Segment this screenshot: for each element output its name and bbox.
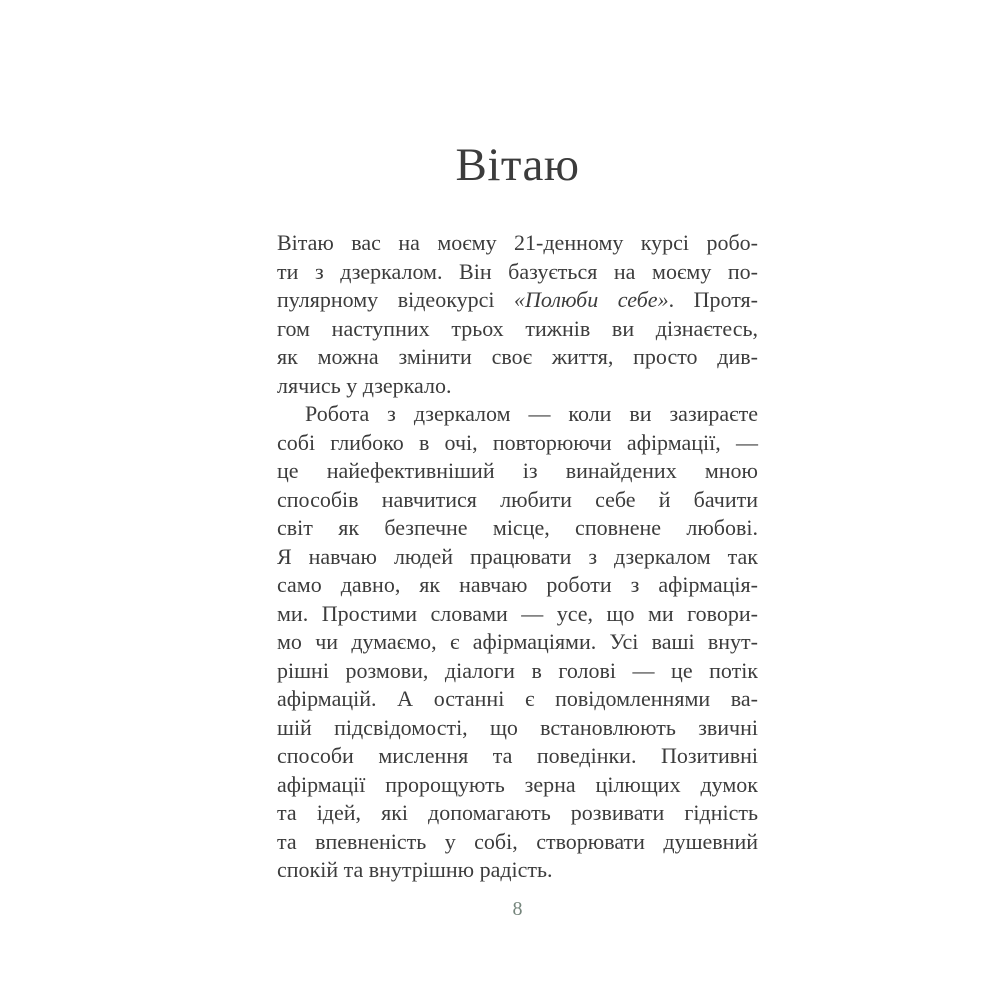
- content-column: [277, 0, 758, 1000]
- text-line: лячись у дзеркало.: [277, 372, 452, 398]
- text-line: мо чи думаємо, є афірмаціями. Усі ваші внут-: [277, 629, 758, 654]
- text-line: афірмації пророщують зерна цілющих думок: [277, 771, 758, 797]
- text-line: способів навчитися любити себе й бачити: [277, 486, 758, 512]
- text-line: спокій та внутрішню радість.: [277, 857, 553, 882]
- chapter-title: Вітаю: [455, 139, 580, 191]
- text-line: ти з дзеркалом. Він базується на моєму по-: [277, 258, 758, 284]
- text-line: пулярному відеокурсі «Полюби себе». Протя-: [277, 287, 758, 312]
- text-line: шій підсвідомості, що встановлюють звичні: [277, 714, 758, 740]
- body-text: [277, 229, 758, 885]
- text-line: світ як безпечне місце, сповнене любові.: [277, 515, 758, 540]
- text-line: рішні розмови, діалоги в голові — це потік: [277, 657, 758, 683]
- text-line: та ідей, які допомагають розвивати гідність: [277, 800, 758, 825]
- text-line: це найефективніший із винайдених мною: [277, 458, 758, 483]
- text-line: ми. Простими словами — усе, що ми говори-: [277, 600, 758, 626]
- text-line: Робота з дзеркалом — коли ви зазираєте: [305, 401, 758, 426]
- page-number: 8: [512, 898, 523, 920]
- text-line: само давно, як навчаю роботи з афірмація-: [277, 572, 758, 597]
- text-line: Вітаю вас на моєму 21-денному курсі робо-: [277, 230, 758, 255]
- text-line: як можна змінити своє життя, просто див-: [277, 344, 758, 369]
- text-line: гом наступних трьох тижнів ви дізнаєтесь,: [277, 315, 758, 341]
- text-line: та впевненість у собі, створювати душевний: [277, 828, 758, 854]
- text-line: афірмацій. А останні є повідомленнями ва-: [277, 686, 758, 711]
- text-line: Я навчаю людей працювати з дзеркалом так: [277, 543, 758, 569]
- text-line: способи мислення та поведінки. Позитивні: [277, 743, 758, 768]
- text-line: собі глибоко в очі, повторюючи афірмації, —: [277, 429, 758, 455]
